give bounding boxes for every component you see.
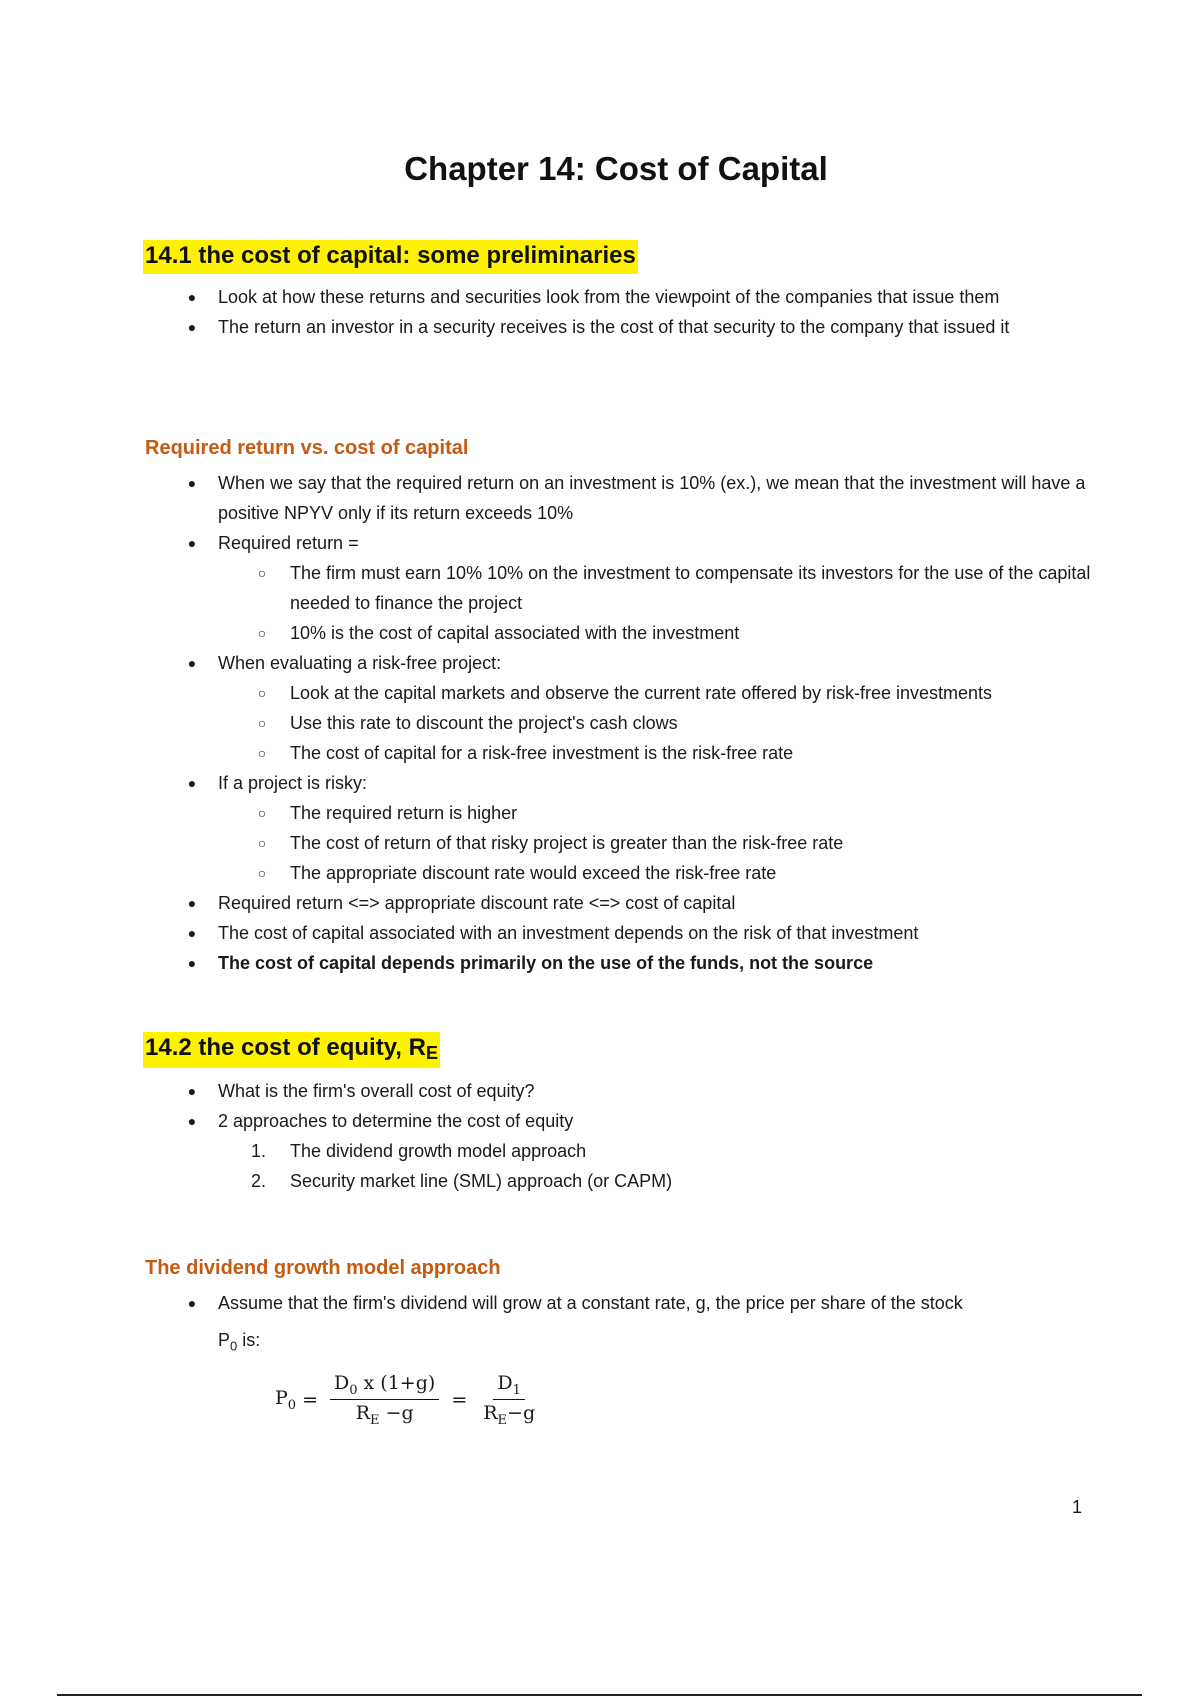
bullet-icon: ●: [187, 1083, 197, 1099]
equals-sign: =: [451, 1388, 468, 1411]
bullet-icon: ●: [187, 1113, 197, 1129]
numbered-list-item: 2. Security market line (SML) approach (or CAPM): [251, 1171, 673, 1191]
circle-bullet-icon: ○: [257, 625, 267, 641]
page-bottom-divider: [57, 1694, 1142, 1696]
circle-bullet-icon: ○: [257, 805, 267, 821]
document-title: Chapter 14: Cost of Capital: [404, 150, 828, 187]
list-item: ● Required return =: [145, 528, 1095, 558]
sub-list-item: ○ The required return is higher: [145, 798, 1095, 828]
sub-list-item: ○ The cost of return of that risky project is greater than the risk-free rate: [145, 828, 1095, 858]
sub-list-item: ○ 10% is the cost of capital associated with the investment: [145, 618, 1095, 648]
sub-list-item: ○ Use this rate to discount the project's cash clows: [145, 708, 1095, 738]
list-item: ● Assume that the firm's dividend will grow at a constant rate, g, the price per share of the stock: [145, 1288, 1095, 1318]
section-14-2: [145, 1032, 1095, 1196]
list-item: ● The cost of capital associated with an investment depends on the risk of that investment: [145, 918, 1095, 948]
bullet-icon: ●: [187, 955, 197, 971]
bullet-icon: ●: [187, 475, 197, 491]
bullet-icon: ●: [187, 895, 197, 911]
page-number: 1: [1072, 1497, 1083, 1517]
subsection-required-return: [145, 437, 1095, 978]
list-item: ● The cost of capital depends primarily on the use of the funds, not the source: [145, 948, 1095, 978]
bullet-icon: ●: [187, 655, 197, 671]
list-item: ● 2 approaches to determine the cost of equity: [145, 1106, 1095, 1136]
circle-bullet-icon: ○: [257, 685, 267, 701]
list-item: ● Required return <=> appropriate discount rate <=> cost of capital: [145, 888, 1095, 918]
fraction-2: [479, 1372, 539, 1429]
circle-bullet-icon: ○: [257, 745, 267, 761]
subsection-heading: The dividend growth model approach: [145, 1257, 501, 1279]
numbered-list-item: 1. The dividend growth model approach: [251, 1141, 587, 1161]
sub-list-item: ○ The appropriate discount rate would exceed the risk-free rate: [145, 858, 1095, 888]
sub-list-item: ○ The cost of capital for a risk-free investment is the risk-free rate: [145, 738, 1095, 768]
formula-label: $P_0$ is:: [218, 1330, 261, 1354]
fraction-numerator: $D_1$: [493, 1372, 525, 1401]
sub-list-item: ○ The firm must earn 10% 10% on the investment to compensate its investors for the use of the capital needed to finance the project: [145, 558, 1095, 618]
fraction-numerator: $D_0$ x (1+g): [330, 1372, 439, 1401]
section-heading: 14.1 the cost of capital: some preliminaries: [143, 240, 638, 274]
bullet-icon: ●: [187, 925, 197, 941]
bullet-icon: ●: [187, 775, 197, 791]
section-14-1: [145, 240, 1095, 342]
circle-bullet-icon: ○: [257, 835, 267, 851]
bullet-icon: ●: [187, 535, 197, 551]
bullet-icon: ●: [187, 289, 197, 305]
list-item: ● When we say that the required return on an investment is 10% (ex.), we mean that the investment will have a positive NPYV only if its return exceeds 10%: [145, 468, 1095, 528]
bullet-list: [145, 282, 1095, 342]
list-item: ● When evaluating a risk-free project:: [145, 648, 1095, 678]
fraction-denominator: $R_E -g$: [355, 1402, 414, 1429]
dividend-growth-formula: [275, 1372, 1095, 1429]
section-heading: 14.2 the cost of equity, $R_E$: [143, 1032, 440, 1068]
list-item: ● Look at how these returns and securities look from the viewpoint of the companies that issue them: [145, 282, 1095, 312]
bullet-icon: ●: [187, 1295, 197, 1311]
subsection-dividend-growth: [145, 1257, 1095, 1428]
sub-list-item: ○ Look at the capital markets and observe the current rate offered by risk-free investments: [145, 678, 1095, 708]
circle-bullet-icon: ○: [257, 565, 267, 581]
formula-lhs: $P_0$: [275, 1386, 297, 1413]
circle-bullet-icon: ○: [257, 715, 267, 731]
equals-sign: =: [302, 1388, 318, 1411]
bullet-icon: ●: [187, 319, 197, 335]
subsection-heading: Required return vs. cost of capital: [145, 437, 469, 459]
list-item: ● What is the firm's overall cost of equity?: [145, 1076, 1095, 1106]
fraction-1: [330, 1372, 439, 1429]
list-item: ● The return an investor in a security receives is the cost of that security to the company that issued it: [145, 312, 1095, 342]
list-item: ● If a project is risky:: [145, 768, 1095, 798]
fraction-denominator: $R_E-g$: [483, 1402, 536, 1429]
circle-bullet-icon: ○: [257, 865, 267, 881]
